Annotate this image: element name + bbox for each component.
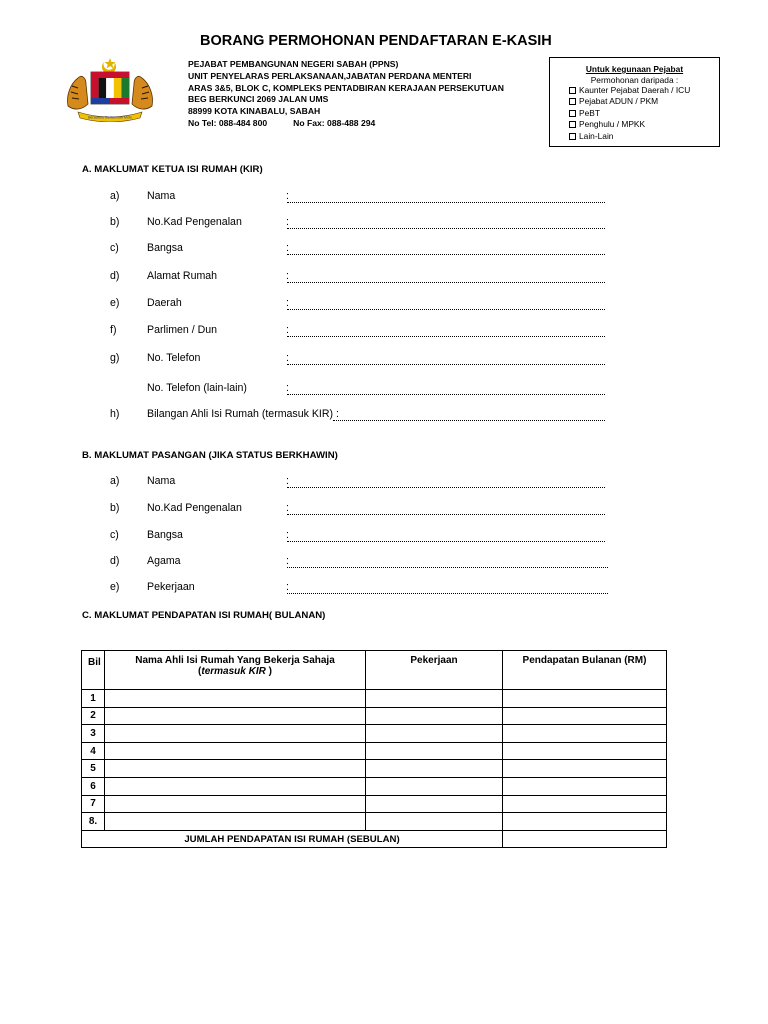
section-a-title: A. MAKLUMAT KETUA ISI RUMAH (KIR) xyxy=(82,164,263,175)
income-cell[interactable] xyxy=(503,813,667,831)
contact-line xyxy=(188,118,504,130)
table-row: 7 xyxy=(82,795,667,813)
name-cell[interactable] xyxy=(105,777,366,795)
field-label: Bangsa xyxy=(147,529,183,541)
checkbox-icon[interactable] xyxy=(569,98,576,105)
fill-line[interactable] xyxy=(287,227,605,229)
section-b-title: B. MAKLUMAT PASANGAN (JIKA STATUS BERKHAWIN) xyxy=(82,450,338,461)
name-cell[interactable] xyxy=(105,742,366,760)
occupation-cell[interactable] xyxy=(366,725,503,743)
checkbox-icon[interactable] xyxy=(569,110,576,117)
address-line: UNIT PENYELARAS PERLAKSANAAN,JABATAN PERDANA MENTERI xyxy=(188,70,472,81)
checkbox-icon[interactable] xyxy=(569,133,576,140)
checkbox-icon[interactable] xyxy=(569,87,576,94)
fill-line[interactable] xyxy=(287,335,605,337)
office-option[interactable]: Pejabat ADUN / PKM xyxy=(569,96,719,107)
office-option[interactable]: Kaunter Pejabat Daerah / ICU xyxy=(569,85,719,96)
column-header-occupation: Pekerjaan xyxy=(366,651,503,690)
field-label: Bangsa xyxy=(147,242,183,254)
name-cell[interactable] xyxy=(105,725,366,743)
income-table xyxy=(81,650,667,848)
table-row: 1 xyxy=(82,690,667,708)
coat-of-arms-icon xyxy=(64,56,156,122)
fill-line[interactable] xyxy=(287,592,608,594)
occupation-cell[interactable] xyxy=(366,760,503,778)
address-line: ARAS 3&5, BLOK C, KOMPLEKS PENTADBIRAN KERAJAAN PERSEKUTUAN xyxy=(188,82,504,93)
checkbox-icon[interactable] xyxy=(569,121,576,128)
crest-motto: Bersekutu Bertambah Mutu xyxy=(88,115,132,120)
income-cell[interactable] xyxy=(503,690,667,708)
income-cell[interactable] xyxy=(503,795,667,813)
occupation-cell[interactable] xyxy=(366,795,503,813)
table-row: 6 xyxy=(82,777,667,795)
field-label: Bilangan Ahli Isi Rumah (termasuk KIR) : xyxy=(147,408,339,420)
column-header-income: Pendapatan Bulanan (RM) xyxy=(503,651,667,690)
table-row: 3 xyxy=(82,725,667,743)
name-cell[interactable] xyxy=(105,707,366,725)
occupation-cell[interactable] xyxy=(366,813,503,831)
occupation-cell[interactable] xyxy=(366,707,503,725)
field-label: Nama xyxy=(147,190,176,202)
phone-number: No Tel: 088-484 800 xyxy=(188,117,268,128)
fill-line[interactable] xyxy=(287,253,605,255)
table-row: 8. xyxy=(82,813,667,831)
field-label: Agama xyxy=(147,555,181,567)
section-c-title: C. MAKLUMAT PENDAPATAN ISI RUMAH( BULANAN) xyxy=(82,610,326,621)
fill-line[interactable] xyxy=(333,419,605,421)
field-label: No.Kad Pengenalan xyxy=(147,502,242,514)
name-cell[interactable] xyxy=(105,813,366,831)
fill-line[interactable] xyxy=(287,566,608,568)
fax-number: No Fax: 088-488 294 xyxy=(293,117,376,128)
fill-line[interactable] xyxy=(287,513,605,515)
fill-line[interactable] xyxy=(287,363,605,365)
income-cell[interactable] xyxy=(503,707,667,725)
name-cell[interactable] xyxy=(105,760,366,778)
occupation-cell[interactable] xyxy=(366,742,503,760)
field-label: Parlimen / Dun xyxy=(147,324,218,336)
occupation-cell[interactable] xyxy=(366,690,503,708)
column-header-bil: Bil xyxy=(82,651,105,690)
field-label: No. Telefon (lain-lain) xyxy=(147,382,247,394)
field-label: Daerah xyxy=(147,297,182,309)
office-option[interactable]: PeBT xyxy=(569,108,719,119)
field-label: No.Kad Pengenalan xyxy=(147,216,242,228)
fill-line[interactable] xyxy=(287,281,605,283)
table-row: 5 xyxy=(82,760,667,778)
table-header-row xyxy=(82,651,667,690)
office-option[interactable]: Lain-Lain xyxy=(569,131,719,142)
total-row xyxy=(82,830,667,848)
office-use-subheading: Permohonan daripada : xyxy=(590,75,679,85)
income-cell[interactable] xyxy=(503,760,667,778)
field-label: No. Telefon xyxy=(147,352,201,364)
address-line: PEJABAT PEMBANGUNAN NEGERI SABAH (PPNS) xyxy=(188,59,399,69)
total-income-label: JUMLAH PENDAPATAN ISI RUMAH (SEBULAN) xyxy=(82,830,503,848)
fill-line[interactable] xyxy=(287,201,605,203)
office-option[interactable]: Penghulu / MPKK xyxy=(569,119,719,130)
fill-line[interactable] xyxy=(287,393,605,395)
office-address-block xyxy=(188,59,504,130)
table-row: 2 xyxy=(82,707,667,725)
fill-line[interactable] xyxy=(287,308,605,310)
fill-line[interactable] xyxy=(287,540,605,542)
column-header-name: Nama Ahli Isi Rumah Yang Bekerja Sahaja (termasuk KIR ) xyxy=(105,651,366,690)
income-cell[interactable] xyxy=(503,725,667,743)
field-label: Pekerjaan xyxy=(147,581,195,593)
table-row: 4 xyxy=(82,742,667,760)
income-cell[interactable] xyxy=(503,742,667,760)
address-line: 88999 KOTA KINABALU, SABAH xyxy=(188,106,321,117)
address-line: BEG BERKUNCI 2069 JALAN UMS xyxy=(188,94,329,105)
office-use-heading: Untuk kegunaan Pejabat xyxy=(585,64,684,74)
name-cell[interactable] xyxy=(105,690,366,708)
field-label: Alamat Rumah xyxy=(147,270,218,282)
total-income-cell[interactable] xyxy=(503,830,667,848)
field-label: Nama xyxy=(147,475,176,487)
occupation-cell[interactable] xyxy=(366,777,503,795)
name-cell[interactable] xyxy=(105,795,366,813)
income-cell[interactable] xyxy=(503,777,667,795)
fill-line[interactable] xyxy=(287,486,605,488)
form-title: BORANG PERMOHONAN PENDAFTARAN E-KASIH xyxy=(200,33,552,49)
office-use-box xyxy=(549,57,720,147)
